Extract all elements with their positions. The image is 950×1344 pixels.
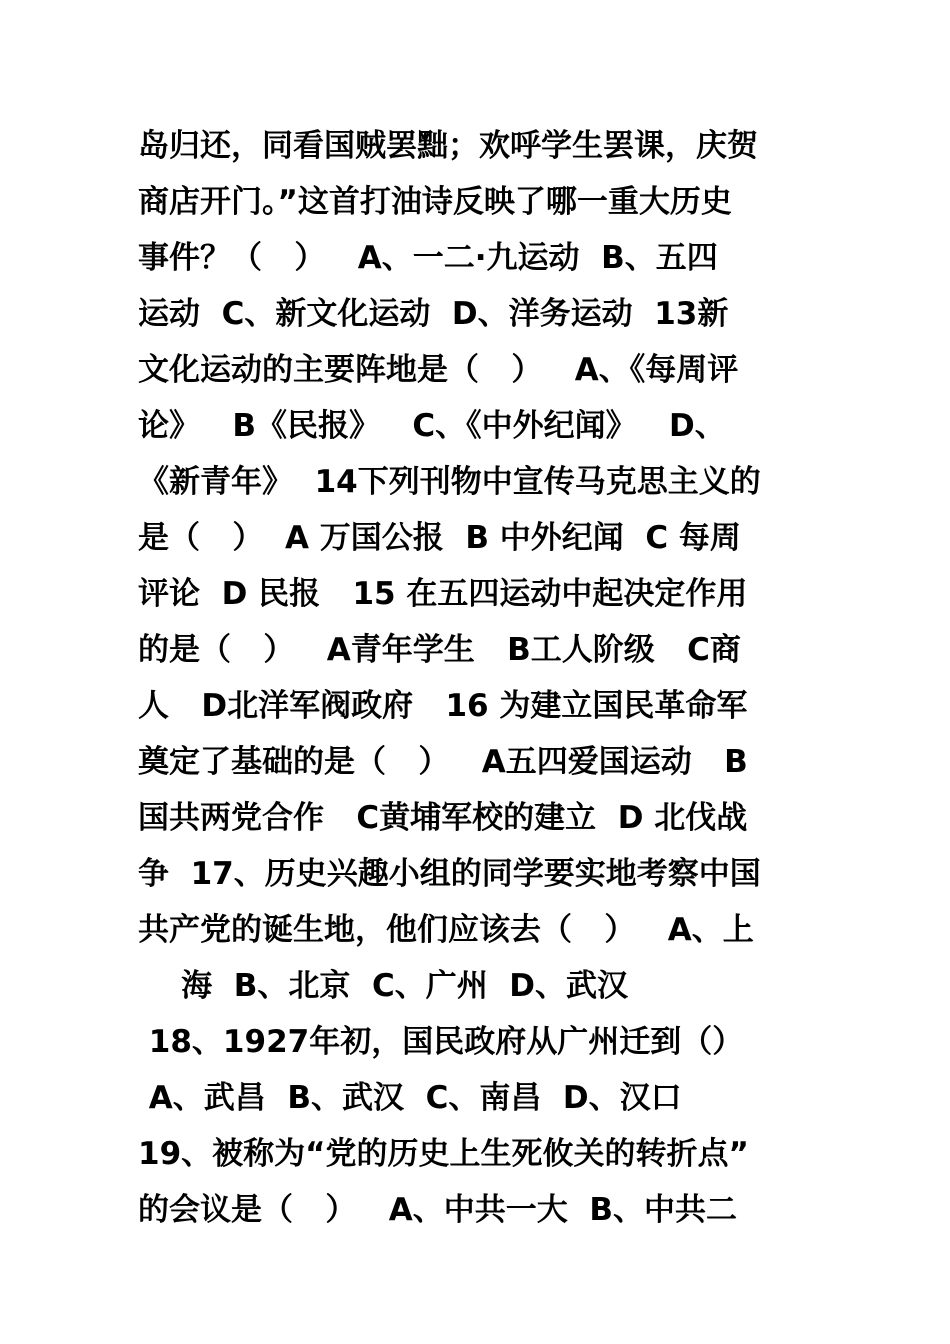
text-line-11: 人 D北洋军阀政府 16 为建立国民革命军 — [138, 688, 748, 724]
text-line-10: 的是（ ） A青年学生 B工人阶级 C商 — [138, 632, 741, 668]
text-line-16: 海 B、北京 C、广州 D、武汉 — [138, 968, 629, 1004]
text-line-3: 事件？（ ） A、一二·九运动 B、五四 — [138, 240, 718, 276]
text-line-12: 奠定了基础的是（ ） A五四爱国运动 B — [138, 744, 748, 780]
text-line-4: 运动 C、新文化运动 D、洋务运动 13新 — [138, 296, 729, 332]
text-line-5: 文化运动的主要阵地是（ ） A、《每周评 — [138, 352, 739, 388]
text-line-18: A、武昌 B、武汉 C、南昌 D、汉口 — [138, 1080, 682, 1116]
text-line-8: 是（ ） A 万国公报 B 中外纪闻 C 每周 — [138, 520, 741, 556]
text-line-14: 争 17、历史兴趣小组的同学要实地考察中国 — [138, 856, 761, 892]
text-line-7: 《新青年》 14下列刊物中宣传马克思主义的 — [138, 464, 761, 500]
text-line-6: 论》 B《民报》 C、《中外纪闻》 D、 — [138, 408, 726, 444]
text-line-15: 共产党的诞生地，他们应该去（ ） A、上 — [138, 912, 754, 948]
text-line-20: 的会议是（ ） A、中共一大 B、中共二 — [138, 1192, 737, 1228]
text-line-2: 商店开门。”这首打油诗反映了哪一重大历史 — [138, 184, 732, 220]
text-line-17: 18、1927年初，国民政府从广州迁到（） — [138, 1024, 744, 1060]
text-line-9: 评论 D 民报 15 在五四运动中起决定作用 — [138, 576, 748, 612]
text-line-19: 19、被称为“党的历史上生死攸关的转折点” — [138, 1136, 749, 1172]
text-line-13: 国共两党合作 C黄埔军校的建立 D 北伐战 — [138, 800, 748, 836]
text-line-1: 岛归还，同看国贼罢黜；欢呼学生罢课，庆贺 — [138, 128, 758, 164]
question-text-block — [138, 118, 818, 1238]
